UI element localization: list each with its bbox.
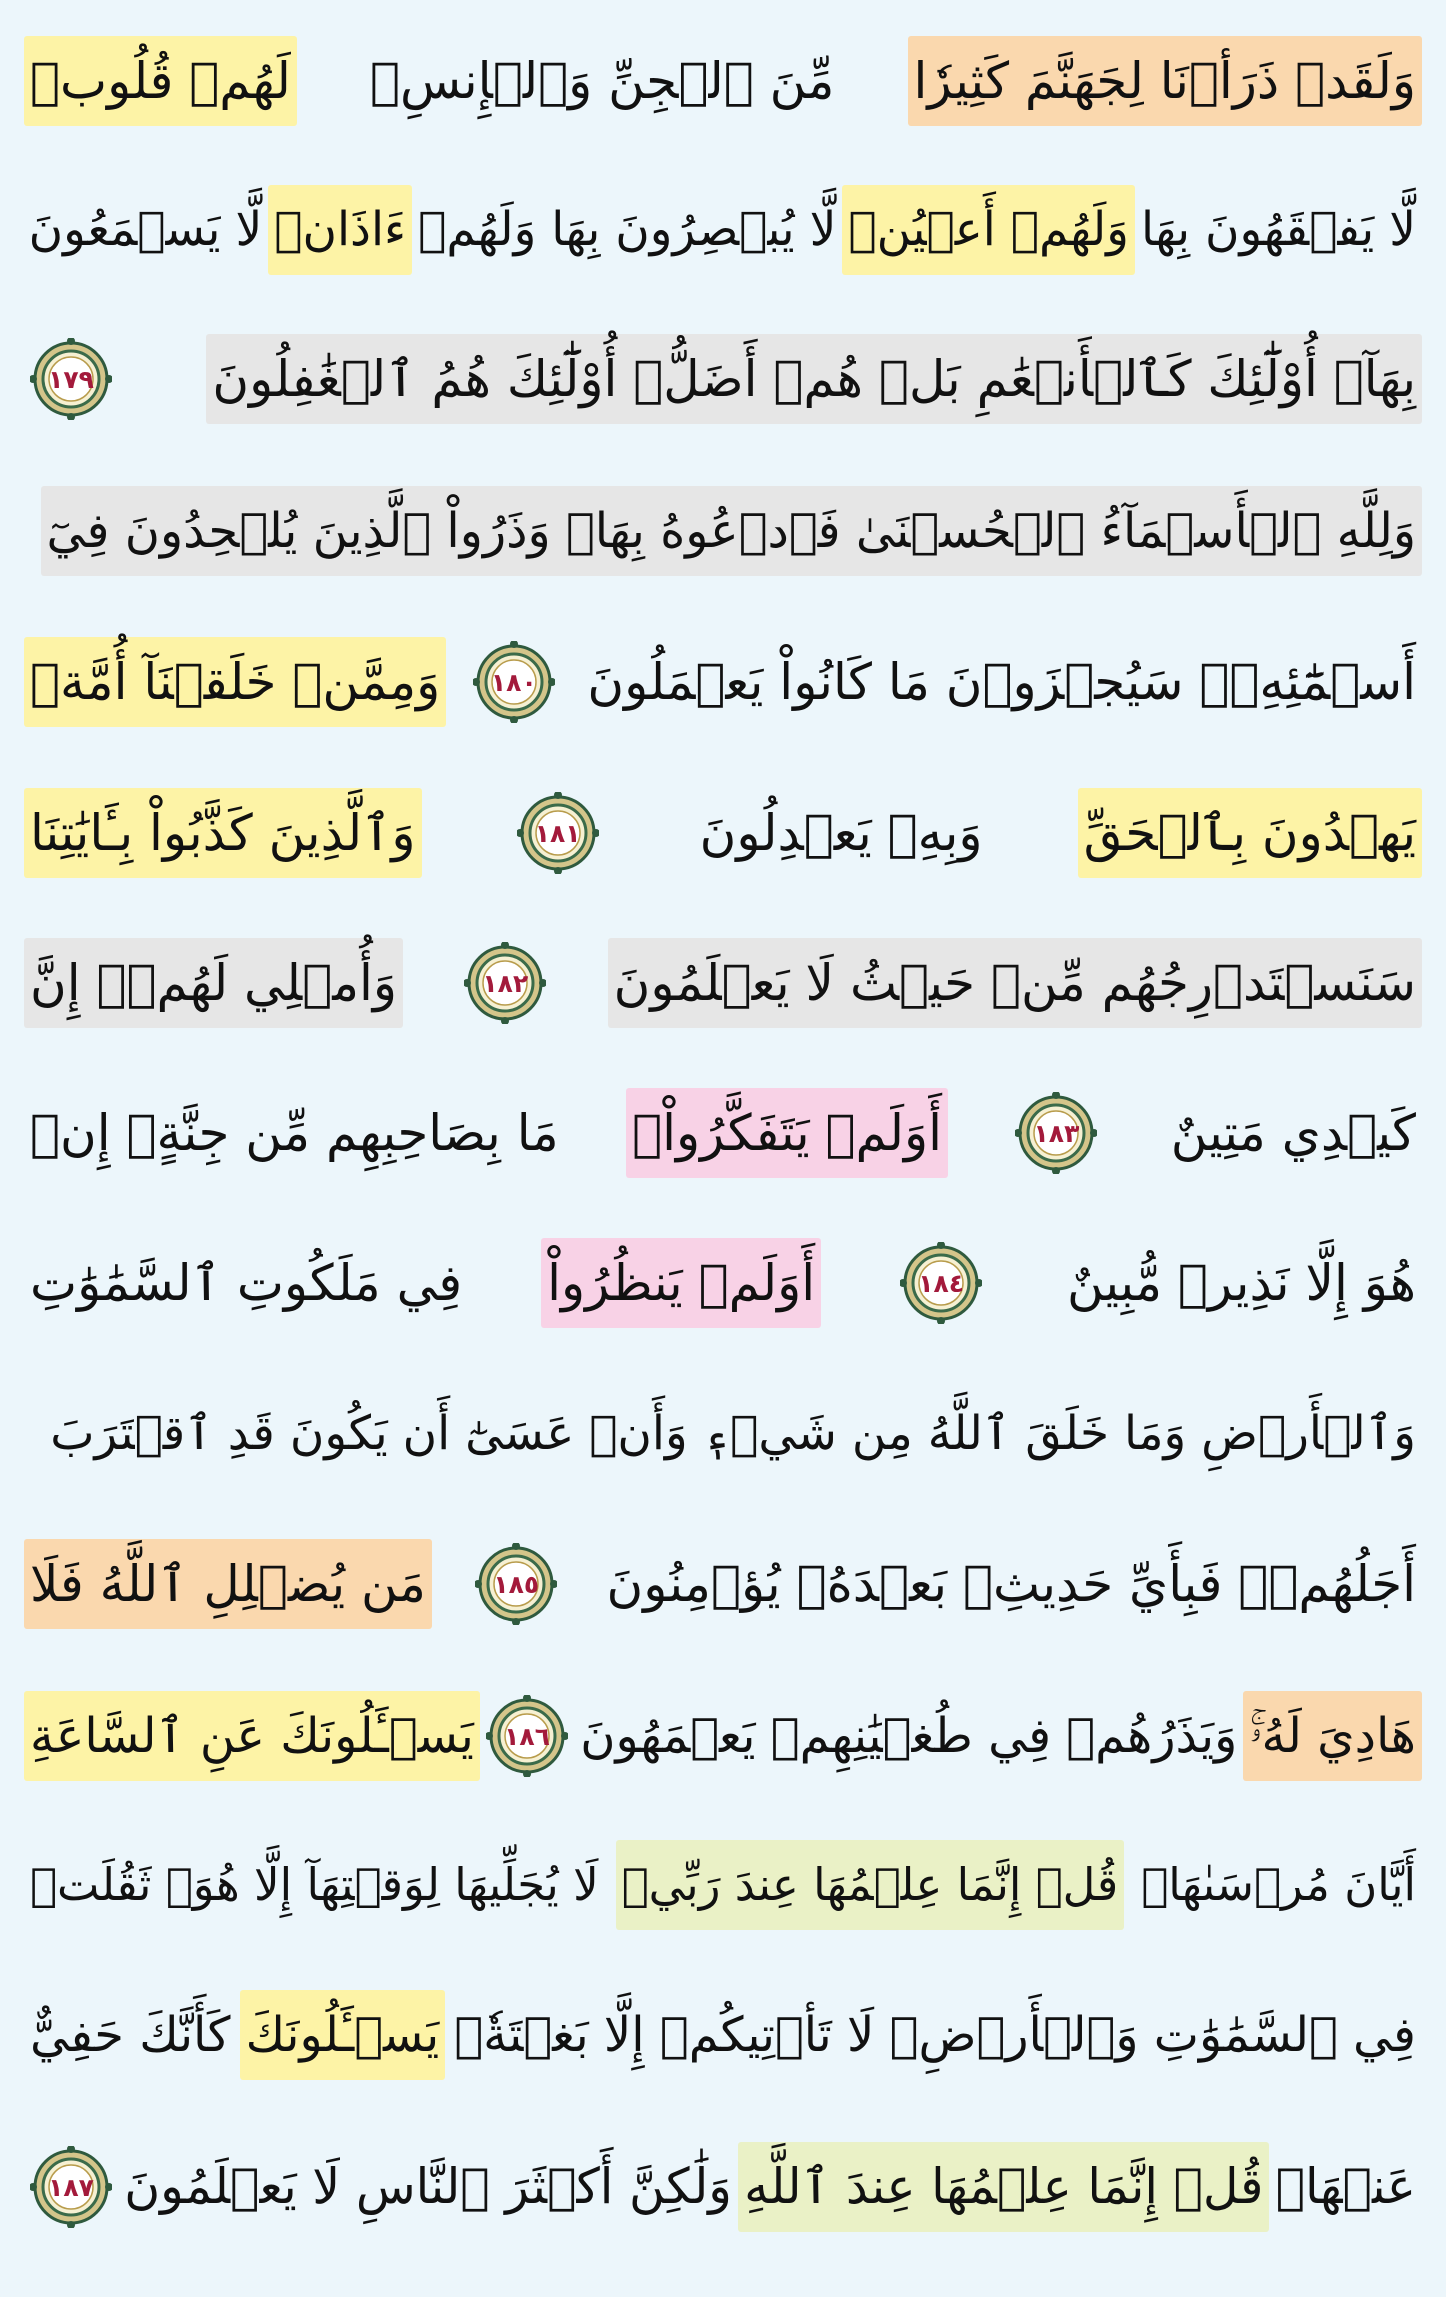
text-line-10: [14, 1375, 1432, 1493]
verse-text: أَسۡمَٰٓئِهِۦۚ سَيُجۡزَوۡنَ مَا كَانُواْ يَعۡمَلُونَ: [587, 653, 1416, 711]
highlighted-phrase: ءَاذَانٞ: [268, 185, 412, 275]
highlighted-phrase: هَادِيَ لَهُۥۚ: [1243, 1691, 1422, 1781]
ayah-number: ١٨١: [534, 818, 581, 848]
ayah-number-marker: [900, 1242, 982, 1324]
verse-text: فِي ٱلسَّمَٰوَٰتِ وَٱلۡأَرۡضِۚ لَا تَأۡتِيكُمۡ إِلَّا بَغۡتَةٗۗ: [454, 2007, 1416, 2063]
highlighted-phrase: أَوَلَمۡ يَتَفَكَّرُواْۗ: [626, 1088, 948, 1178]
highlighted-phrase: وَٱلَّذِينَ كَذَّبُواْ بِـَٔايَٰتِنَا: [24, 788, 422, 878]
highlighted-phrase: قُلۡ إِنَّمَا عِلۡمُهَا عِندَ رَبِّيۖ: [616, 1840, 1125, 1930]
ayah-number: ١٨٦: [504, 1721, 550, 1751]
ayah-number-marker: [30, 2146, 112, 2228]
ayah-number-marker: [517, 792, 599, 874]
ayah-number: ١٧٩: [48, 364, 94, 394]
verse-text: مَا بِصَاحِبِهِم مِّن جِنَّةٍۚ إِنۡ: [30, 1104, 559, 1162]
text-line-3: [14, 320, 1432, 438]
verse-text: لَا يُجَلِّيهَا لِوَقۡتِهَآ إِلَّا هُوَۚ ثَقُلَتۡ: [30, 1858, 599, 1911]
ayah-number-marker: [30, 338, 112, 420]
highlighted-phrase: قُلۡ إِنَّمَا عِلۡمُهَا عِندَ ٱللَّهِ: [738, 2142, 1269, 2232]
highlighted-phrase: يَهۡدُونَ بِٱلۡحَقِّ: [1078, 788, 1422, 878]
text-line-1: [14, 22, 1432, 140]
verse-text: عَنۡهَاۖ: [1275, 2158, 1416, 2215]
verse-text: هُوَ إِلَّا نَذِيرٞ مُّبِينٌ: [1067, 1254, 1416, 1312]
verse-text: كَيۡدِي مَتِينٌ: [1170, 1104, 1416, 1162]
verse-text: لَّا يُبۡصِرُونَ بِهَا وَلَهُمۡ: [418, 202, 837, 257]
verse-text: لَّا يَفۡقَهُونَ بِهَا: [1140, 202, 1416, 257]
text-line-4: [14, 472, 1432, 590]
highlighted-phrase: وَلَقَدۡ ذَرَأۡنَا لِجَهَنَّمَ كَثِيرٗا: [908, 36, 1422, 126]
highlighted-phrase: يَسۡـَٔلُونَكَ: [240, 1990, 446, 2080]
text-line-2: [14, 171, 1432, 289]
text-line-13: [14, 1826, 1432, 1944]
text-line-8: [14, 1074, 1432, 1192]
highlighted-phrase: وَأُمۡلِي لَهُمۡۚ إِنَّ: [24, 938, 403, 1028]
text-line-15: [14, 2128, 1432, 2246]
highlighted-phrase: وَلَهُمۡ أَعۡيُنٞ: [842, 185, 1135, 275]
verse-text: أَجَلُهُمۡۖ فَبِأَيِّ حَدِيثِۭ بَعۡدَهُۥ يُؤۡمِنُونَ: [606, 1555, 1416, 1613]
highlighted-phrase: أَوَلَمۡ يَنظُرُواْ: [541, 1238, 821, 1328]
highlighted-phrase: وَمِمَّنۡ خَلَقۡنَآ أُمَّةٞ: [24, 637, 446, 727]
ayah-number-marker: [475, 1543, 557, 1625]
verse-text: لَّا يَسۡمَعُونَ: [28, 202, 263, 257]
highlighted-phrase: سَنَسۡتَدۡرِجُهُم مِّنۡ حَيۡثُ لَا يَعۡلَمُونَ: [608, 938, 1422, 1028]
text-line-11: [14, 1525, 1432, 1643]
text-line-14: [14, 1976, 1432, 2094]
highlighted-phrase: بِهَآۚ أُوْلَٰٓئِكَ كَٱلۡأَنۡعَٰمِ بَلۡ هُمۡ أَضَلُّۚ أُوْلَٰٓئِكَ هُمُ ٱلۡغَٰفِلُونَ: [206, 334, 1422, 424]
ayah-number: ١٨٥: [493, 1569, 540, 1599]
ayah-number: ١٨٣: [1033, 1118, 1080, 1148]
ayah-number-marker: [473, 641, 555, 723]
verse-text: وَلَٰكِنَّ أَكۡثَرَ ٱلنَّاسِ لَا يَعۡلَمُونَ: [124, 2158, 732, 2215]
verse-text: أَيَّانَ مُرۡسَىٰهَاۖ: [1141, 1858, 1416, 1911]
highlighted-phrase: يَسۡـَٔلُونَكَ عَنِ ٱلسَّاعَةِ: [24, 1691, 480, 1781]
highlighted-phrase: وَلِلَّهِ ٱلۡأَسۡمَآءُ ٱلۡحُسۡنَىٰ فَٱدۡعُوهُ بِهَاۖ وَذَرُواْ ٱلَّذِينَ يُلۡحِدُونَ فِيٓ: [41, 486, 1422, 576]
ayah-number-marker: [1015, 1092, 1097, 1174]
highlighted-phrase: مَن يُضۡلِلِ ٱللَّهُ فَلَا: [24, 1539, 432, 1629]
text-line-5: [14, 623, 1432, 741]
ayah-number-marker: [464, 942, 546, 1024]
highlighted-phrase: لَهُمۡ قُلُوبٞ: [24, 36, 297, 126]
ayah-number-marker: [486, 1695, 568, 1777]
verse-text: وَبِهِۦ يَعۡدِلُونَ: [699, 804, 983, 862]
verse-text: فِي مَلَكُوتِ ٱلسَّمَٰوَٰتِ: [30, 1254, 463, 1312]
verse-text: وَٱلۡأَرۡضِ وَمَا خَلَقَ ٱللَّهُ مِن شَيۡءٖ وَأَنۡ عَسَىٰٓ أَن يَكُونَ قَدِ ٱقۡتَرَبَ: [50, 1406, 1416, 1461]
ayah-number: ١٨٠: [490, 667, 537, 697]
verse-text: وَيَذَرُهُمۡ فِي طُغۡيَٰنِهِمۡ يَعۡمَهُونَ: [580, 1708, 1238, 1764]
text-line-6: [14, 774, 1432, 892]
ayah-number: ١٨٤: [918, 1268, 964, 1298]
verse-text: مِّنَ ٱلۡجِنِّ وَٱلۡإِنسِۖ: [369, 52, 835, 110]
text-line-7: [14, 924, 1432, 1042]
text-line-12: [14, 1677, 1432, 1795]
ayah-number: ١٨٧: [48, 2172, 94, 2202]
ayah-number: ١٨٢: [482, 968, 529, 998]
text-line-9: [14, 1224, 1432, 1342]
verse-text: كَأَنَّكَ حَفِيٌّ: [30, 2007, 231, 2063]
